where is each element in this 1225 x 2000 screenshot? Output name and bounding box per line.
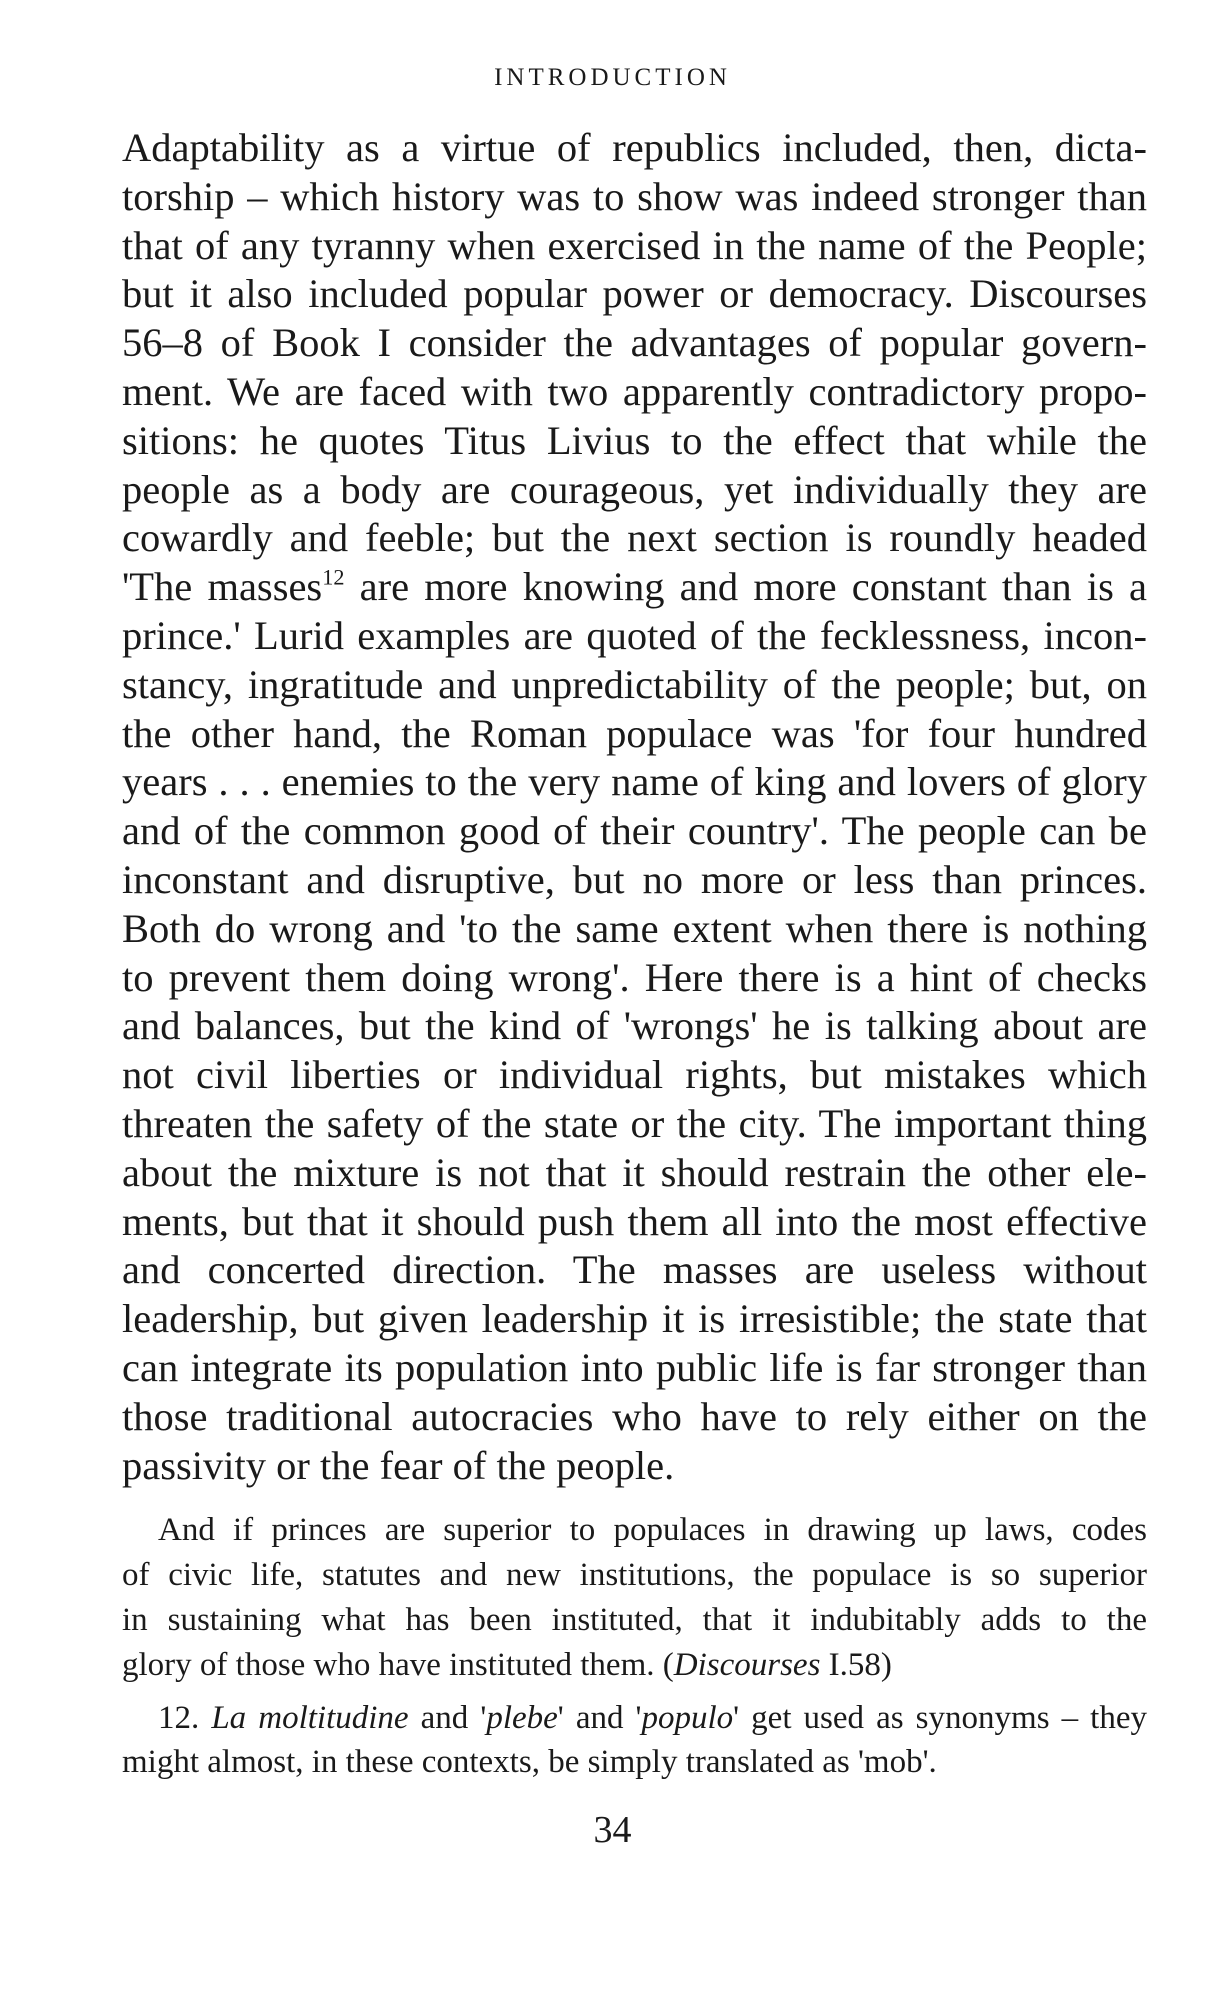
footnote-term: La moltitudine [211, 1700, 409, 1736]
block-quote [122, 1508, 1147, 1688]
footnote-number: 12. [158, 1700, 200, 1736]
footnote-term: populo [641, 1700, 734, 1736]
body-line: ments, but that it should push them all into the most effective [122, 1198, 1147, 1244]
body-line: those traditional autocracies who have to rely either on the [122, 1393, 1147, 1439]
body-line: Both do wrong and 'to the same extent when there is nothing [122, 905, 1147, 951]
citation-ref: I.58) [820, 1647, 892, 1683]
quote-line-text: glory of those who have instituted them. ( [122, 1647, 674, 1683]
body-line: cowardly and feeble; but the next section is roundly headed [122, 515, 1147, 561]
body-line: about the mixture is not that it should restrain the other ele- [122, 1149, 1147, 1195]
body-line-tail: are more knowing and more constant than is a [344, 564, 1148, 610]
body-line: people as a body are courageous, yet individually they are [122, 466, 1147, 512]
body-line: sitions: he quotes Titus Livius to the effect that while the [122, 417, 1147, 463]
footnote-term: plebe [486, 1700, 558, 1736]
footnote [122, 1696, 1147, 1784]
body-line: 56–8 of Book I consider the advantages of popular govern- [122, 320, 1147, 366]
footnote-text: and ' [408, 1700, 487, 1736]
body-line: years . . . enemies to the very name of king and lovers of glory [122, 759, 1147, 805]
body-line: threaten the safety of the state or the city. The important thing [122, 1100, 1147, 1146]
page-number: 34 [593, 1809, 632, 1851]
quote-line-citation [122, 1643, 1147, 1688]
footnote-text: ' get used as synonyms – they [733, 1700, 1147, 1736]
body-line: not civil liberties or individual rights, but mistakes which [122, 1052, 1147, 1098]
body-line: leadership, but given leadership it is irresistible; the state that [122, 1296, 1147, 1342]
footnote-reference[interactable]: 12 [322, 564, 345, 590]
main-paragraph [122, 124, 1147, 1490]
quote-line: in sustaining what has been instituted, that it indubitably adds to the [122, 1602, 1147, 1638]
footnote-text: ' and ' [557, 1700, 642, 1736]
body-line: can integrate its population into public life is far stronger than [122, 1344, 1147, 1390]
body-line: stancy, ingratitude and unpredictability of the people; but, on [122, 661, 1147, 707]
body-line: and concerted direction. The masses are useless without [122, 1247, 1147, 1293]
body-line: torship – which history was to show was indeed stronger than [122, 173, 1147, 219]
body-line: the other hand, the Roman populace was 'for four hundred [122, 710, 1147, 756]
body-line: that of any tyranny when exercised in the name of the People; [122, 222, 1147, 268]
footnote-line [122, 1696, 1147, 1740]
footnote-line: might almost, in these contexts, be simply translated as 'mob'. [122, 1744, 937, 1780]
body-line: Adaptability as a virtue of republics included, then, dicta- [122, 125, 1147, 170]
running-head: INTRODUCTION [494, 64, 731, 91]
body-line: prince.' Lurid examples are quoted of the fecklessness, incon- [122, 612, 1147, 658]
body-line: and of the common good of their country'. The people can be [122, 808, 1147, 854]
quote-line: of civic life, statutes and new institutions, the populace is so superior [122, 1557, 1147, 1593]
citation-title: Discourses [673, 1647, 821, 1683]
body-line-with-footnote-ref [122, 563, 1147, 612]
body-line: ment. We are faced with two apparently contradictory propo- [122, 368, 1147, 414]
body-line: passivity or the fear of the people. [122, 1442, 675, 1488]
body-line: inconstant and disruptive, but no more or less than princes. [122, 856, 1147, 902]
body-line: to prevent them doing wrong'. Here there is a hint of checks [122, 954, 1147, 1000]
body-line: and balances, but the kind of 'wrongs' he is talking about are [122, 1003, 1147, 1049]
body-line-head: 'The masses [122, 564, 323, 610]
quote-line: And if princes are superior to populaces in drawing up laws, codes [158, 1512, 1147, 1548]
body-line: but it also included popular power or democracy. Discourses [122, 271, 1147, 317]
